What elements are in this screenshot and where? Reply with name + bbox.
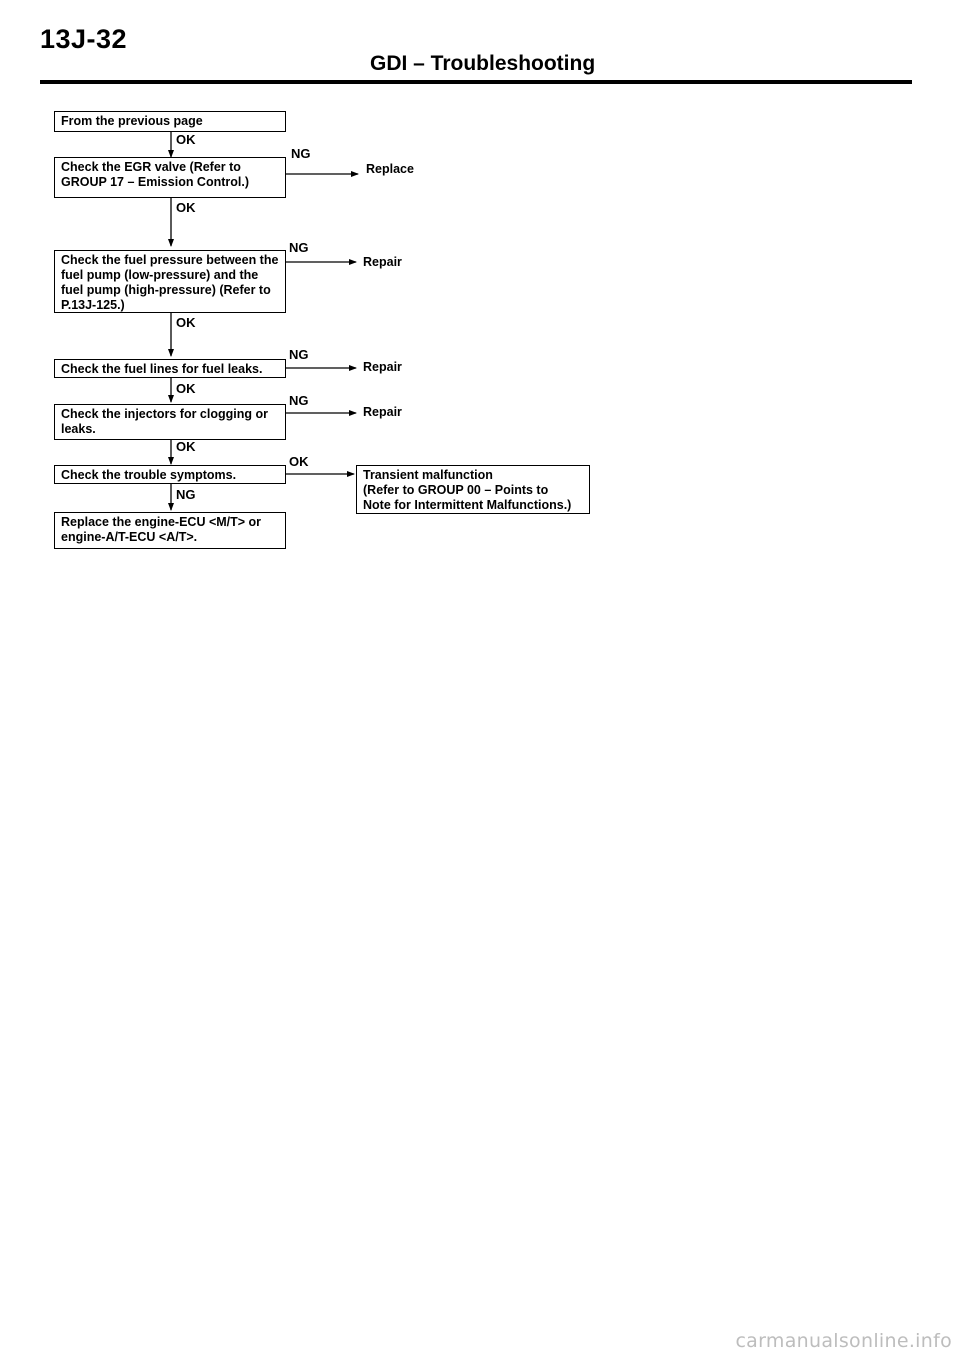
- page-title: GDI – Troubleshooting: [370, 52, 596, 75]
- ok-label: OK: [176, 132, 196, 147]
- watermark: carmanualsonline.info: [735, 1330, 952, 1352]
- result-repair: Repair: [363, 255, 402, 269]
- flow-step3-text: Check the fuel lines for fuel leaks.: [61, 362, 263, 376]
- flow-box-transient-malfunction: [356, 465, 590, 514]
- flow-box-replace-ecu: [54, 512, 286, 549]
- flow-box-start: [54, 111, 286, 132]
- page-number: 13J-32: [40, 24, 128, 54]
- flow-box-injector-check: [54, 404, 286, 440]
- ng-label: NG: [291, 146, 311, 161]
- ok-label: OK: [176, 381, 196, 396]
- ok-label: OK: [176, 200, 196, 215]
- ok-label: OK: [176, 315, 196, 330]
- flow-box-fuel-pressure-check: [54, 250, 286, 313]
- flow-start-text: From the previous page: [61, 114, 203, 128]
- result-repair: Repair: [363, 405, 402, 419]
- flow-step6-text: Replace the engine-ECU <M/T> or engine-A/T-ECU <A/T>.: [61, 515, 262, 544]
- ng-label: NG: [289, 393, 309, 408]
- result-replace: Replace: [366, 162, 414, 176]
- ng-label: NG: [289, 240, 309, 255]
- ok-label: OK: [176, 439, 196, 454]
- flow-step4-text: Check the injectors for clogging or leaks.: [61, 407, 268, 436]
- flow-box-egr-check: [54, 157, 286, 198]
- flow-step2-text: Check the fuel pressure between the fuel pump (low-pressure) and the fuel pump (high-pressure) (Refer to P.13J-125.): [61, 253, 279, 312]
- flow-step1-text: Check the EGR valve (Refer to GROUP 17 – Emission Control.): [61, 160, 250, 189]
- ng-label-down: NG: [176, 487, 196, 502]
- ok-label-side: OK: [289, 454, 309, 469]
- result-repair: Repair: [363, 360, 402, 374]
- flow-box-fuel-leak-check: [54, 359, 286, 378]
- flow-box-trouble-symptoms: [54, 465, 286, 484]
- flow-transient-text: Transient malfunction (Refer to GROUP 00 – Points to Note for Intermittent Malfunctions.): [363, 468, 572, 512]
- flow-step5-text: Check the trouble symptoms.: [61, 468, 237, 482]
- ng-label: NG: [289, 347, 309, 362]
